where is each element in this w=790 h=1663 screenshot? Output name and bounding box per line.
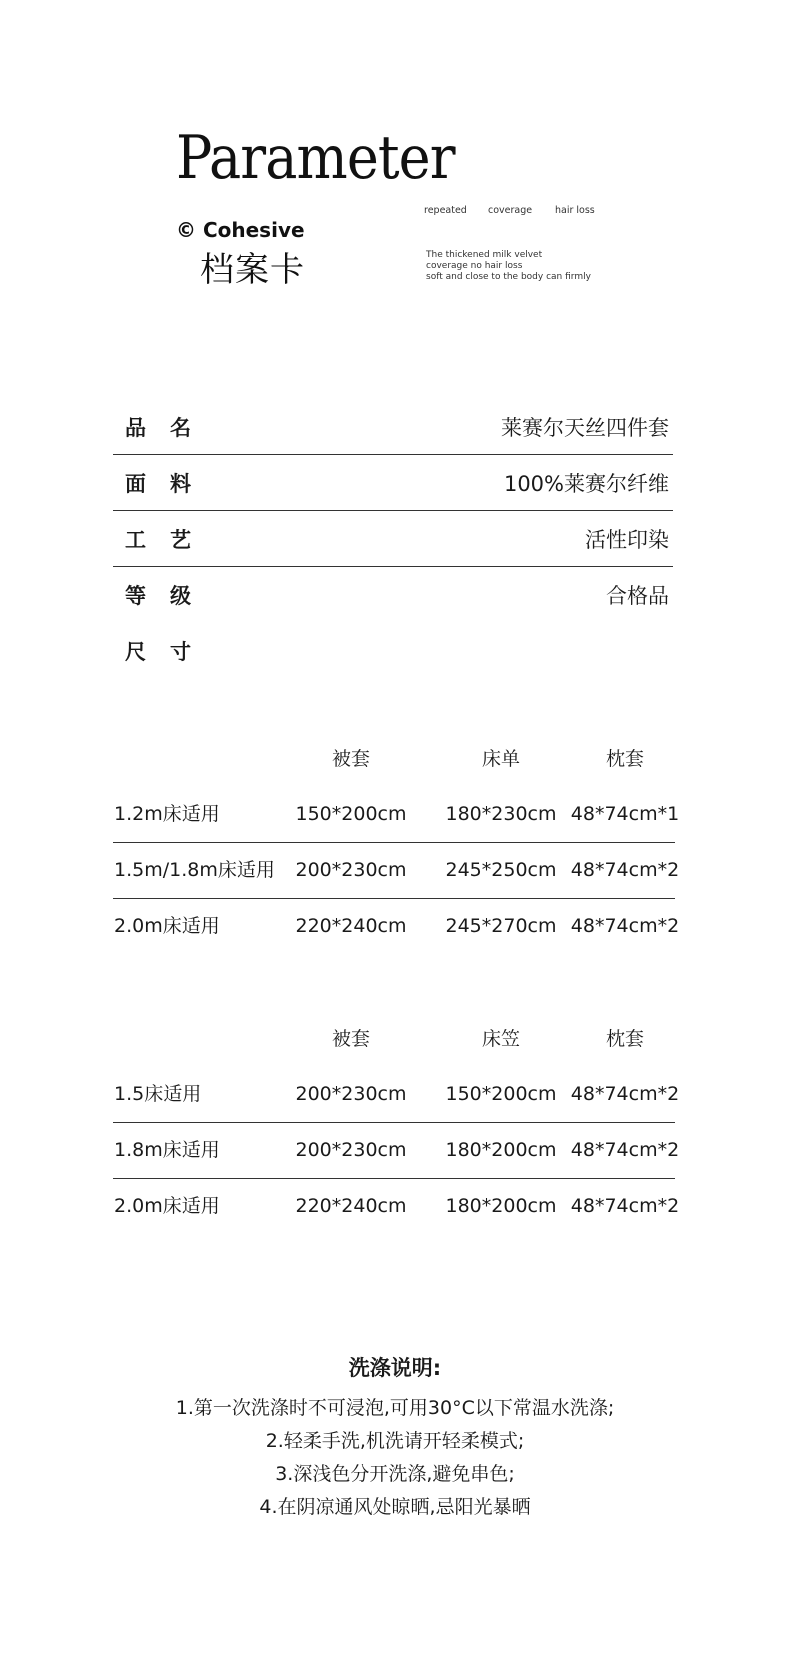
size-table-flat-sheet xyxy=(113,732,680,954)
table-row xyxy=(113,1123,680,1179)
feature-tags xyxy=(424,205,595,216)
param-label: 等级 xyxy=(125,583,215,608)
table-cell: 245*270cm xyxy=(445,915,557,937)
table-cell: 48*74cm*2 xyxy=(570,1195,680,1217)
table-cell: 48*74cm*2 xyxy=(570,915,680,937)
brand-name: © Cohesive xyxy=(176,218,305,242)
care-line: 1.第一次洗涤时不可浸泡,可用30°C以下常温水洗涤; xyxy=(175,1397,615,1419)
table-header: 枕套 xyxy=(605,748,644,770)
description-line: coverage no hair loss xyxy=(426,261,523,271)
table-cell: 2.0m床适用 xyxy=(114,915,220,937)
param-label: 面料 xyxy=(125,471,215,496)
param-value: 合格品 xyxy=(606,583,669,608)
table-cell: 220*240cm xyxy=(295,915,407,937)
param-row-craft xyxy=(113,511,673,567)
description-line: soft and close to the body can firmly xyxy=(426,272,591,282)
table-cell: 1.2m床适用 xyxy=(114,803,220,825)
param-label: 品名 xyxy=(125,415,215,440)
table-cell: 1.8m床适用 xyxy=(114,1139,220,1161)
card-label: 档案卡 xyxy=(200,250,305,290)
care-line: 2.轻柔手洗,机洗请开轻柔模式; xyxy=(265,1430,525,1452)
table-cell: 200*230cm xyxy=(295,859,407,881)
care-title: 洗涤说明: xyxy=(348,1356,442,1380)
table-cell: 200*230cm xyxy=(295,1083,407,1105)
table-header: 床笠 xyxy=(481,1028,520,1050)
tag-repeated: repeated xyxy=(424,205,467,216)
table-cell: 245*250cm xyxy=(445,859,557,881)
table-header: 枕套 xyxy=(605,1028,644,1050)
size-table-fitted-sheet xyxy=(113,1012,680,1234)
page-title: Parameter xyxy=(176,123,455,193)
tag-hair-loss: hair loss xyxy=(555,205,595,216)
param-row-size xyxy=(113,623,673,678)
table-cell: 2.0m床适用 xyxy=(114,1195,220,1217)
description xyxy=(426,250,591,283)
tag-coverage: coverage xyxy=(488,205,533,216)
care-line: 3.深浅色分开洗涤,避免串色; xyxy=(275,1463,515,1485)
table-header: 被套 xyxy=(331,1028,370,1050)
table-cell: 180*230cm xyxy=(445,803,557,825)
param-value: 活性印染 xyxy=(585,527,669,552)
param-value: 莱赛尔天丝四件套 xyxy=(501,415,669,440)
table-cell: 150*200cm xyxy=(295,803,407,825)
table-cell: 200*230cm xyxy=(295,1139,407,1161)
table-header-row xyxy=(113,1012,675,1067)
param-value: 100%莱赛尔纤维 xyxy=(503,471,669,496)
table-cell: 1.5m/1.8m床适用 xyxy=(114,859,275,881)
description-line: The thickened milk velvet xyxy=(426,250,543,260)
param-label: 尺寸 xyxy=(125,639,215,664)
table-row xyxy=(113,1179,680,1234)
param-row-fabric xyxy=(113,455,673,511)
table-cell: 180*200cm xyxy=(445,1195,557,1217)
table-cell: 1.5床适用 xyxy=(114,1083,202,1105)
table-header-row xyxy=(113,732,675,787)
table-header: 被套 xyxy=(331,748,370,770)
param-label: 工艺 xyxy=(125,527,215,552)
table-cell: 48*74cm*2 xyxy=(570,859,680,881)
table-cell: 180*200cm xyxy=(445,1139,557,1161)
table-cell: 220*240cm xyxy=(295,1195,407,1217)
param-row-grade xyxy=(113,567,673,622)
table-row xyxy=(113,1067,680,1123)
table-row xyxy=(113,787,680,843)
table-cell: 150*200cm xyxy=(445,1083,557,1105)
table-header: 床单 xyxy=(481,748,520,770)
table-row xyxy=(113,843,680,899)
table-cell: 48*74cm*1 xyxy=(570,803,680,825)
table-cell: 48*74cm*2 xyxy=(570,1139,680,1161)
param-row-name xyxy=(113,399,673,455)
table-row xyxy=(113,899,680,954)
care-line: 4.在阴凉通风处晾晒,忌阳光暴晒 xyxy=(259,1496,531,1518)
table-cell: 48*74cm*2 xyxy=(570,1083,680,1105)
